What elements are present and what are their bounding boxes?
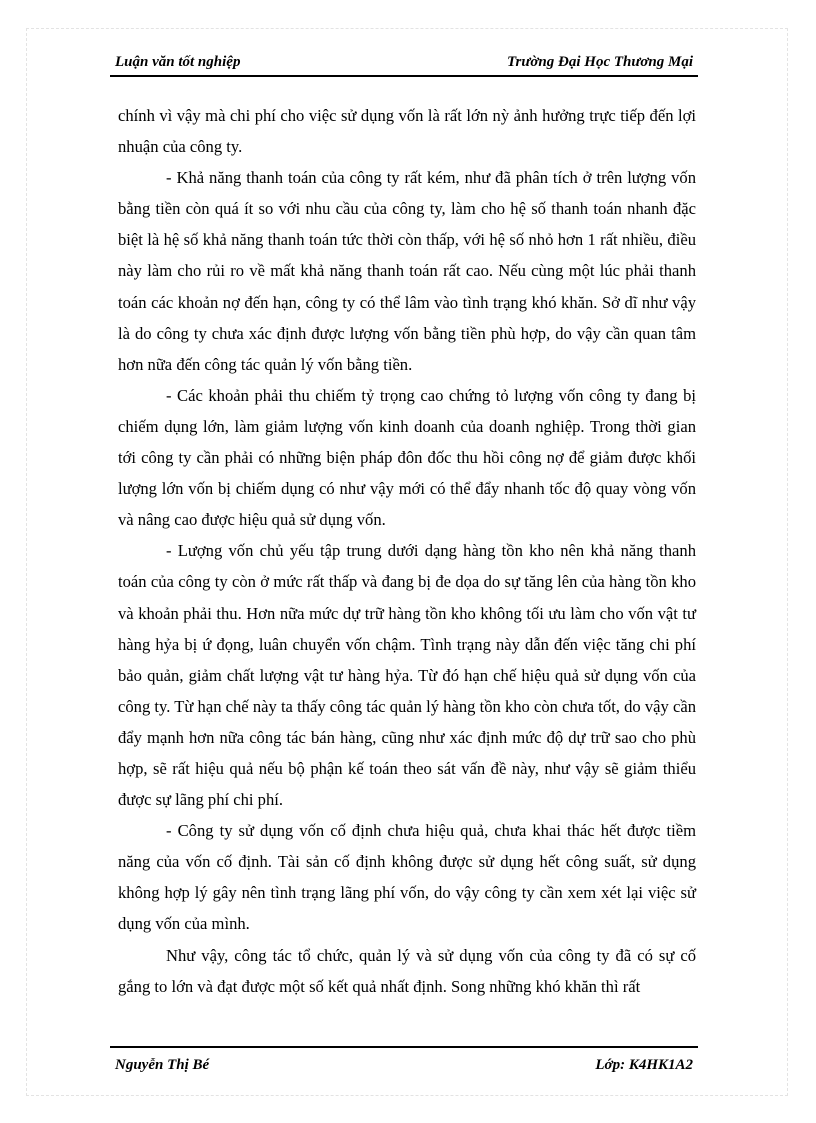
paragraph-solvency: - Khả năng thanh toán của công ty rất kém, như đã phân tích ở trên lượng vốn bằng tiền còn quá ít so với nhu cầu của công ty, làm cho hệ số thanh toán nhanh đặc biệt là hệ số khả năng thanh toán tức thời còn thấp, với hệ số nhỏ hơn 1 rất nhiều, điều này làm cho rủi ro về mất khả năng thanh toán rất cao. Nếu cùng một lúc phải thanh toán các khoản nợ đến hạn, công ty có thể lâm vào tình trạng khó khăn. Sở dĩ như vậy là do công ty chưa xác định được lượng vốn bằng tiền phù hợp, do vậy cần quan tâm hơn nữa đến công tác quản lý vốn bằng tiền. (118, 168, 696, 374)
document-body (118, 100, 696, 1002)
paragraph-fixed-capital: - Công ty sử dụng vốn cố định chưa hiệu quả, chưa khai thác hết được tiềm năng của vốn cố định. Tài sản cố định không được sử dụng hết công suất, sử dụng không hợp lý gây nên tình trạng lãng phí vốn, do vậy công ty cần xem xét lại việc sử dụng vốn của mình. (118, 821, 696, 934)
paragraph-conclusion: Như vậy, công tác tổ chức, quản lý và sử dụng vốn của công ty đã có sự cố gắng to lớn và đạt được một số kết quả nhất định. Song những khó khăn thì rất (118, 945, 696, 996)
paragraph-receivables: - Các khoản phải thu chiếm tỷ trọng cao chứng tỏ lượng vốn công ty đang bị chiếm dụng lớn, làm giảm lượng vốn kinh doanh của doanh nghiệp. Trong thời gian tới công ty cần phải có những biện pháp đôn đốc thu hồi công nợ để giảm được khối lượng lớn vốn bị chiếm dụng có như vậy mới có thể đẩy nhanh tốc độ quay vòng vốn và nâng cao được hiệu quả sử dụng vốn. (118, 385, 696, 530)
paragraph-inventory: - Lượng vốn chủ yếu tập trung dưới dạng hàng tồn kho nên khả năng thanh toán của công ty còn ở mức rất thấp và đang bị đe dọa do sự tăng lên của hàng tồn kho và khoản phải thu. Hơn nữa mức dự trữ hàng tồn kho không tối ưu làm cho vốn vật tư hàng hỷa bị ứ đọng, luân chuyển vốn chậm. Tình trạng này dẫn đến việc tăng chi phí bảo quản, giảm chất lượng vật tư hàng hỷa. Từ đó hạn chế hiệu quả sử dụng vốn của công ty. Từ hạn chế này ta thấy công tác quản lý hàng tồn kho còn chưa tốt, do vậy cần đẩy mạnh hơn nữa công tác bán hàng, cũng như xác định mức độ dự trữ sao cho phù hợp, sẽ rất hiệu quả nếu bộ phận kế toán theo sát vấn đề này, như vậy sẽ giảm thiểu được sự lãng phí chi phí. (118, 541, 696, 810)
header-thesis-title: Luận văn tốt nghiệp (115, 54, 241, 70)
footer-class-code: Lớp: K4HK1A2 (595, 1057, 693, 1073)
paragraph-continuation: chính vì vậy mà chi phí cho việc sử dụng vốn là rất lớn nỳ ảnh hưởng trực tiếp đến lợi nhuận của công ty. (118, 106, 696, 157)
page-header (110, 53, 698, 77)
footer-author-name: Nguyễn Thị Bé (115, 1057, 210, 1073)
page-footer (110, 1046, 698, 1078)
header-university-name: Trường Đại Học Thương Mại (506, 54, 693, 70)
